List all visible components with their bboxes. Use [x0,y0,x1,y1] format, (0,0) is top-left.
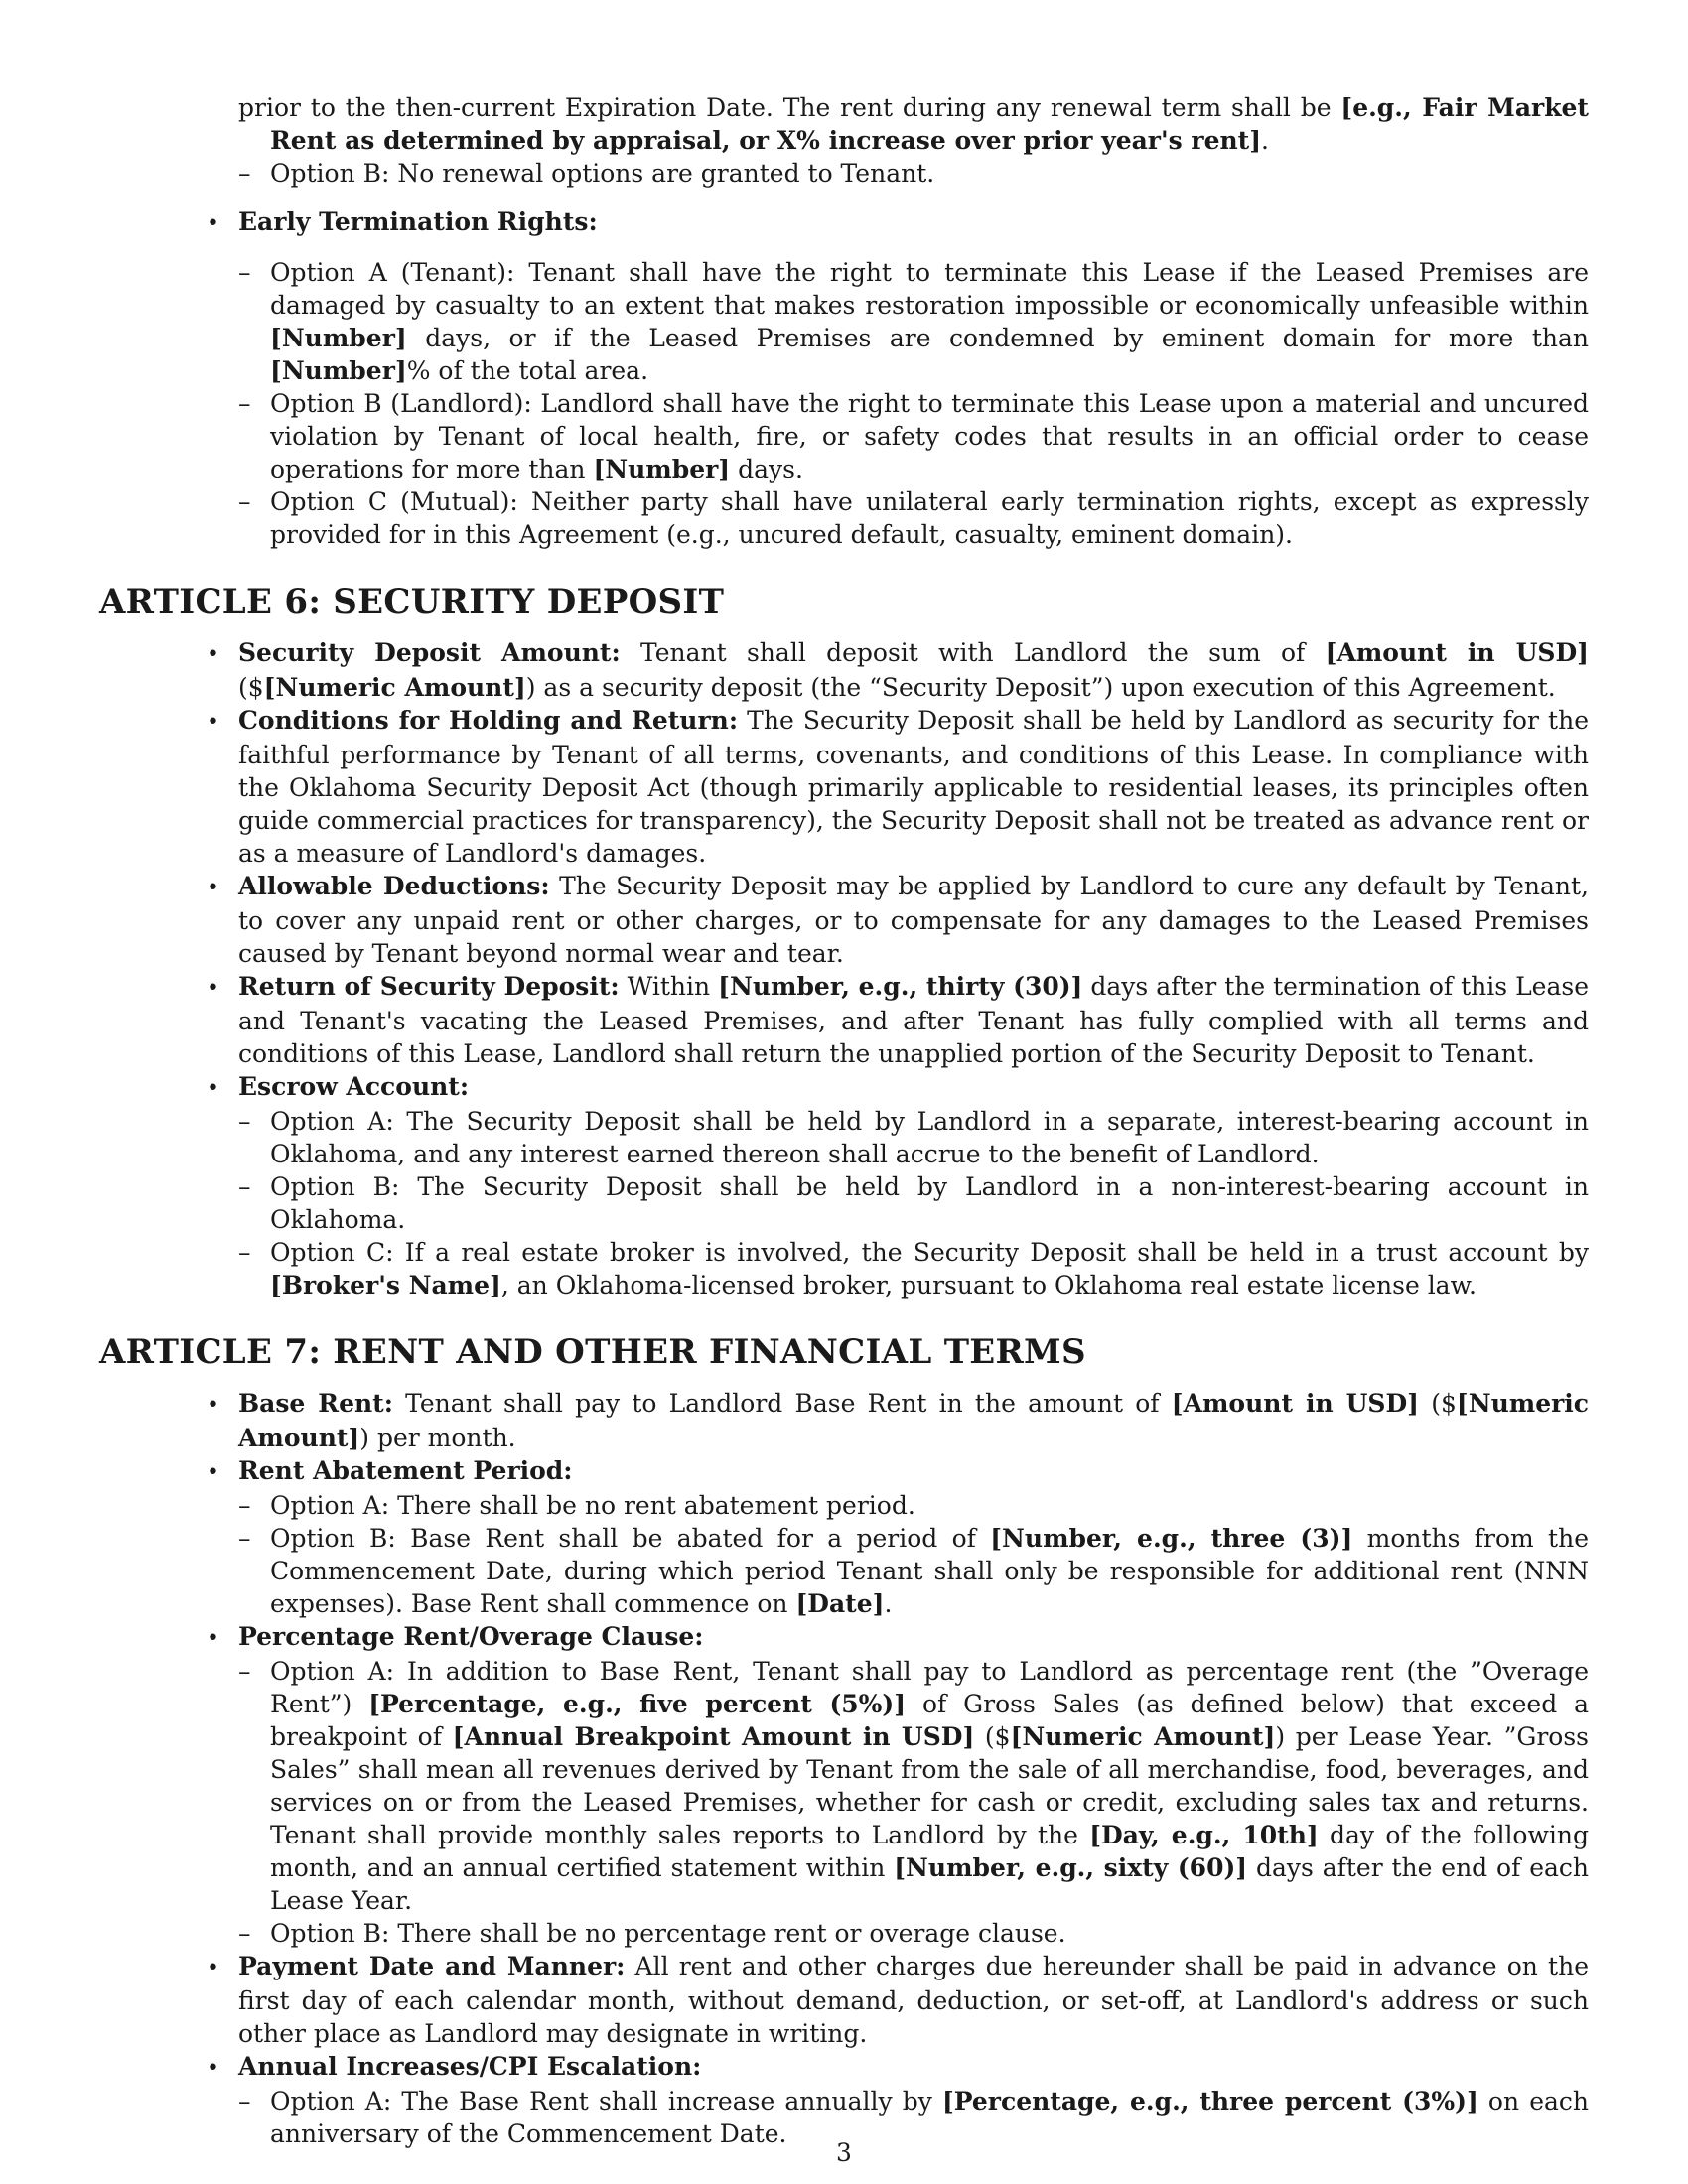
bold-text-run: [Number, e.g., three (3)] [990,1524,1353,1553]
bold-text-run: [Annual Breakpoint Amount in USD] [452,1722,975,1751]
text-run: on each anniversary of the Commencement Date. [270,2087,1589,2148]
bullet-marker: • [207,211,219,236]
escrow-account-item [99,1070,1589,1105]
annual-increases-title: Annual Increases/CPI Escalation: [238,2052,702,2081]
security-deposit-amount-item [99,636,1589,704]
return-security-deposit-item [99,970,1589,1070]
bullet-marker: • [207,876,219,900]
article-6-heading: ARTICLE 6: SECURITY DEPOSIT [99,582,725,621]
bullet-marker: • [207,1393,219,1418]
dash-marker: – [238,1491,251,1520]
text-run: % of the total area. [406,356,649,385]
dash-marker: – [238,1238,251,1267]
text-run: Option B (Landlord): Landlord shall have the right to terminate this Lease upon a material and uncured violation by Tenant of local health, fire, or safety codes that results in an official order to cease operations for more than [270,389,1589,483]
bold-text-run: [Day, e.g., 10th] [1089,1821,1319,1849]
page-body [99,91,1589,2150]
bold-text-run: [Percentage, e.g., three percent (3%)] [941,2087,1478,2116]
bold-text-run: [Number] [593,455,731,483]
bold-text-run: [Number, e.g., thirty (30)] [718,972,1083,1001]
abatement-option-a [99,1489,1589,1522]
escrow-option-a [99,1105,1589,1170]
dash-marker: – [238,1172,251,1201]
percentage-option-b [99,1917,1589,1950]
bold-text-run: Payment Date and Manner: [238,1952,626,1980]
bullet-marker: • [207,1626,219,1651]
bold-text-run: [Numeric Amount] [1010,1722,1276,1751]
text-run: The Security Deposit shall be held by Landlord as security for the faithful performance by Tenant of all terms, covenants, and conditions of this Lease. In compliance with the Oklahoma Security Deposit Act (though primarily applicable to residential leases, its principles often guide commercial practices for transparency), the Security Deposit shall not be treated as advance rent or as a measure of Landlord's damages. [238,706,1589,868]
bold-text-run: [Numeric Amount] [238,1389,1589,1452]
bold-text-run: [Date] [795,1589,885,1618]
renewal-option-continuation [99,91,1589,157]
text-run: . [884,1589,893,1618]
percentage-option-a [99,1655,1589,1917]
bold-text-run: [Amount in USD] [1325,638,1589,667]
text-run: Option C: If a real estate broker is involved, the Security Deposit shall be held in a trust account by [270,1238,1589,1267]
text-run: of Gross Sales (as defined below) that exceed a breakpoint of [270,1690,1589,1751]
abatement-option-b [99,1522,1589,1620]
dash-marker: – [238,487,251,516]
dash-marker: – [238,159,251,188]
base-rent-item [99,1387,1589,1454]
conditions-holding-return-item [99,704,1589,870]
bold-text-run: [Broker's Name] [270,1271,501,1299]
bullet-marker: • [207,2056,219,2081]
text-run: The Security Deposit may be applied by Landlord to cure any default by Tenant, to cover any unpaid rent or other charges, or to compensate for any damages to the Leased Premises caused by Tenant beyond normal wear and tear. [238,872,1589,968]
text-run: Tenant shall pay to Landlord Base Rent in the amount of [392,1389,1172,1418]
bold-text-run: [Number] [270,324,407,352]
text-run: All rent and other charges due hereunder shall be paid in advance on the first day of each calendar month, without demand, deduction, or set-off, at Landlord's address or such other place as Landlord may designate in writing. [238,1952,1589,2048]
bold-text-run: Conditions for Holding and Return: [238,706,739,735]
text-run: days after the end of each Lease Year. [270,1853,1589,1915]
text-run: ) as a security deposit (the “Security Deposit”) upon execution of this Agreement. [525,673,1556,702]
early-termination-option-a [99,256,1589,387]
early-termination-title: Early Termination Rights: [238,207,598,236]
bold-text-run: [Amount in USD] [1171,1389,1419,1418]
renewal-option-b [99,157,1589,190]
percentage-rent-title: Percentage Rent/Overage Clause: [238,1622,704,1651]
early-termination-option-c [99,485,1589,551]
text-run: Option A: There shall be no rent abatement period. [270,1491,915,1520]
dash-marker: – [238,1524,251,1553]
text-run: ($ [974,1722,1011,1751]
text-run: prior to the then-current Expiration Date. The rent during any renewal term shall be [238,93,1341,122]
bullet-marker: • [207,1460,219,1485]
text-run: Tenant shall deposit with Landlord the sum of [620,638,1326,667]
text-run: Option A: The Security Deposit shall be held by Landlord in a separate, interest-bearing account in Oklahoma, and any interest earned thereon shall accrue to the benefit of Landlord. [270,1107,1589,1168]
bold-text-run: Return of Security Deposit: [238,972,620,1001]
bold-text-run: [Number, e.g., sixty (60)] [894,1853,1248,1882]
renewal-continuation-text [238,93,1589,155]
annual-increases-item [99,2050,1589,2085]
early-termination-option-b [99,387,1589,485]
text-run: . [1261,126,1269,155]
dash-marker: – [238,1657,251,1686]
text-run: ($ [238,673,264,702]
text-run: Option A: The Base Rent shall increase annually by [270,2087,942,2116]
escrow-option-c [99,1236,1589,1301]
text-run: Option B: The Security Deposit shall be held by Landlord in a non-interest-bearing account in Oklahoma. [270,1172,1589,1234]
dash-marker: – [238,1919,251,1948]
dash-marker: – [238,1107,251,1136]
article-7-heading: ARTICLE 7: RENT AND OTHER FINANCIAL TERMS [99,1332,1086,1372]
text-run: Option A (Tenant): Tenant shall have the right to terminate this Lease if the Leased Premises are damaged by casualty to an extent that makes restoration impossible or economically unfeasible within [270,258,1589,320]
bullet-marker: • [207,976,219,1001]
bold-text-run: [Percentage, e.g., five percent (5%)] [368,1690,907,1718]
text-run: days after the termination of this Lease and Tenant's vacating the Leased Premises, and after Tenant has fully complied with all terms and conditions of this Lease, Landlord shall return the unapplied portion of the Security Deposit to Tenant. [238,972,1590,1068]
early-termination-item [99,205,1589,240]
bullet-marker: • [207,1076,219,1101]
escrow-account-title: Escrow Account: [238,1072,470,1101]
percentage-rent-item [99,1620,1589,1655]
text-run: days. [730,455,803,483]
dash-marker: – [238,389,251,418]
bold-text-run: [e.g., Fair Market Rent as determined by appraisal, or X% increase over prior year's rent] [270,93,1589,155]
text-run: Option A: In addition to Base Rent, Tenant shall pay to Landlord as percentage rent (the ”Overage Rent”) [270,1657,1589,1718]
allowable-deductions-item [99,870,1589,970]
text-run: days, or if the Leased Premises are condemned by eminent domain for more than [406,324,1589,352]
text-run: ) per Lease Year. ”Gross Sales” shall mean all revenues derived by Tenant from the sale of all merchandise, food, beverages, and services on or from the Leased Premises, whether for cash or credit, excluding sales tax and returns. Tenant shall provide monthly sales reports to Landlord by the [270,1722,1590,1849]
bullet-marker: • [207,710,219,735]
dash-marker: – [238,2087,251,2116]
rent-abatement-item [99,1454,1589,1489]
text-run: Within [619,972,719,1001]
text-run: day of the following month, and an annual certified statement within [270,1821,1589,1882]
rent-abatement-title: Rent Abatement Period: [238,1456,573,1485]
bold-text-run: Base Rent: [238,1389,393,1418]
bold-text-run: [Numeric Amount] [263,673,526,702]
bullet-marker: • [207,1956,219,1980]
bold-text-run: [Number] [270,356,407,385]
text-run: Option B: No renewal options are granted to Tenant. [270,159,935,188]
text-run: Option B: There shall be no percentage rent or overage clause. [270,1919,1066,1948]
bold-text-run: Security Deposit Amount: [238,638,621,667]
text-run: ) per month. [359,1424,516,1452]
text-run: months from the Commencement Date, during which period Tenant shall only be responsible for additional rent (NNN expenses). Base Rent shall commence on [270,1524,1589,1618]
text-run: ($ [1419,1389,1457,1418]
dash-marker: – [238,258,251,287]
text-run: , an Oklahoma-licensed broker, pursuant to Oklahoma real estate license law. [500,1271,1477,1299]
bullet-marker: • [207,642,219,667]
escrow-option-b [99,1170,1589,1236]
text-run: Option C (Mutual): Neither party shall have unilateral early termination rights, except as expressly provided for in this Agreement (e.g., uncured default, casualty, eminent domain). [270,487,1589,549]
bold-text-run: Allowable Deductions: [238,872,550,900]
text-run: Option B: Base Rent shall be abated for a period of [270,1524,991,1553]
page-number: 3 [836,2138,852,2167]
payment-date-item [99,1950,1589,2050]
